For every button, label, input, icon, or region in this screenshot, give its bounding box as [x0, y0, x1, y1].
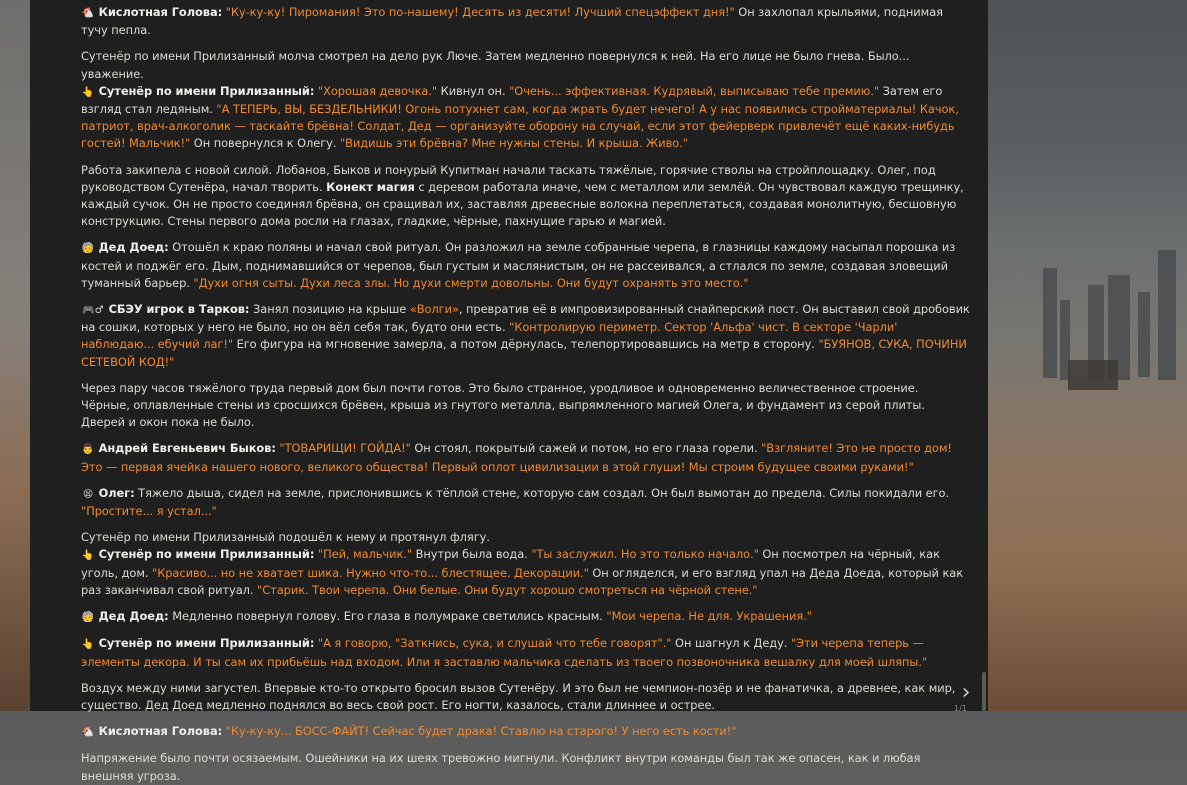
narration: Через пару часов тяжёлого труда первый дом был почти готов. Это было странное, уродливое и одновременно величественное строение. Чёрные, оплавленные стены из сросшихся брёвен, крыша из гнутого металла, выпрямленного магией Олега, и фундамент из серой плиты. Дверей и окон пока не было.	[81, 380, 925, 430]
narration: Он огляделся, и его взгляд упал на Деда Доеда, который как раз заканчивал свой ритуал.	[81, 565, 964, 597]
narration: с деревом работала иначе, чем с металлом или землёй. Он чувствовал каждую трещинку, каждый сучок. Он не просто соединял брёвна, он сращивал их, заставляя древесные волокна переплетаться, создавая монолитную, бесшовную конструкцию. Стены первого дома росли на глазах, гладкие, чёрные, пахнущие гарью и магией.	[81, 179, 964, 229]
quote: "А ТЕПЕРЬ, ВЫ, БЕЗДЕЛЬНИКИ! Огонь потухнет сам, когда жрать будет нечего! А у нас появились стройматериалы! Качок, патриот, врач-алкоголик — таскайте брёвна! Солдат, Дед — организуйте оборону на случай, если этот фейерверк привлечёт ещё каких-нибудь гостей! Мальчик!"	[81, 102, 959, 151]
message-5	[81, 301, 970, 371]
narration: Внутри была вода.	[412, 547, 532, 562]
quote: "Ты заслужил. Но это только начало."	[531, 547, 759, 562]
message-8	[81, 485, 970, 520]
quote: "Эти черепа теперь — элементы декора. И ты сам их прибьёшь над входом. Или я заставлю мальчика сделать из твоего позвоночника вешалку для моей шляпы."	[81, 636, 928, 669]
message-14	[81, 750, 970, 784]
quote: "Хорошая девочка."	[317, 83, 438, 98]
quote: "ТОВАРИЩИ! ГОЙДА!"	[279, 441, 411, 456]
message-10	[81, 608, 970, 626]
message-7	[81, 440, 970, 475]
narration: Он повернулся к Олегу.	[190, 136, 340, 151]
speaker-name: Сутенёр по имени Прилизанный:	[98, 636, 315, 651]
narration: Напряжение было почти осязаемым. Ошейники на их шеях тревожно мигнули. Конфликт внутри команды был так же опасен, как и любая внешняя угроза.	[81, 751, 921, 783]
quote: "Простите... я устал..."	[81, 504, 217, 519]
narration: Медленно повернул голову. Его глаза в полумраке светились красным.	[168, 609, 607, 624]
speaker-name: Олег:	[98, 485, 135, 500]
narration: Работа закипела с новой силой. Лобанов, Быков и понурый Купитман начали таскать тяжёлые, горячие стволы на стройплощадку. Олег, под руководством Сутенёра, начал творить.	[81, 162, 936, 194]
message-3	[81, 162, 970, 231]
old-man-icon: 🧓	[81, 243, 95, 255]
chat-panel	[30, 0, 988, 783]
quote: "Видишь эти брёвна? Мне нужны стены. И крыша. Живо."	[339, 136, 688, 151]
quote: "Старик. Твои черепа. Они белые. Они будут хорошо смотреться на чёрной стене."	[257, 582, 758, 597]
quote: "Очень... эффективная. Кудрявый, выписываю тебе премию."	[509, 83, 880, 98]
quote: "Пей, мальчик."	[317, 547, 413, 562]
narration: Кивнул он.	[437, 83, 510, 98]
speaker-name: Кислотная Голова:	[98, 724, 223, 739]
speaker-name: Дед Доед:	[98, 609, 169, 624]
swipe-counter: 1/1	[954, 704, 967, 713]
quote: "Ку-ку-ку... БОСС-ФАЙТ! Сейчас будет драка! Ставлю на старого! У него есть кости!"	[225, 724, 737, 739]
speaker-name: Андрей Евгеньевич Быков:	[98, 441, 276, 456]
speaker-name: Кислотная Голова:	[98, 5, 223, 19]
quote: "Ку-ку-ку! Пиромания! Это по-нашему! Десять из десяти! Лучший спецэффект дня!"	[225, 5, 735, 19]
background-left	[0, 0, 30, 711]
scrollbar-thumb[interactable]	[982, 672, 986, 711]
quote: "БУЯНОВ, СУКА, ПОЧИНИ СЕТЕВОЙ КОД!"	[81, 337, 967, 369]
narration: Он стоял, покрытый сажей и потом, но его глаза горели.	[410, 441, 762, 456]
message-11	[81, 635, 970, 670]
speaker-name: Сутенёр по имени Прилизанный:	[98, 83, 315, 98]
message-4	[81, 239, 970, 292]
chicken-icon: 🐔	[81, 727, 95, 739]
message-13	[81, 723, 970, 741]
message-2	[81, 48, 970, 152]
quote: "Красиво... но не хватает шика. Нужно что-то... блестящее. Декорации."	[152, 565, 589, 580]
narration: Тяжело дыша, сидел на земле, прислонившись к тёплой стене, которую сам создал. Он был вымотан до предела. Силы покидали его.	[134, 485, 950, 500]
narration: Отошёл к краю поляны и начал свой ритуал. Он разложил на земле собранные черепа, в глазницы каждому насыпал порошка из костей и поджёг его. Дым, поднимавшийся от черепов, был густым и маслянистым, он не рассеивался, а стлался по земле, создавая зловещий туманный барьер.	[81, 240, 956, 290]
quote: "Духи огня сыты. Духи леса злы. Но духи смерти довольны. Они будут охранять это место."	[193, 275, 749, 290]
message-12	[81, 680, 970, 714]
background-right	[988, 0, 1187, 711]
narration: Его фигура на мгновение замерла, а потом дёрнулась, телепортировавшись на метр в сторону.	[233, 337, 819, 352]
narration: Сутенёр по имени Прилизанный подошёл к нему и протянул флягу.	[81, 530, 490, 545]
pointing-hand-icon: 👆	[81, 639, 95, 651]
quote: «Волги»	[409, 302, 459, 317]
quote: "Взгляните! Это не просто дом! Это — первая ячейка нашего нового, великого общества! Первый оплот цивилизации в этой глуши! Мы строим будущее своими руками!"	[81, 441, 952, 474]
speaker-name: СБЭУ игрок в Тарков:	[108, 302, 250, 317]
chicken-icon: 🐔	[81, 8, 95, 19]
pointing-hand-icon: 👆	[81, 86, 95, 98]
man-icon: 👨	[81, 444, 95, 456]
tired-face-icon: 😫	[82, 488, 94, 500]
message-list	[30, 0, 988, 785]
narration: Он посмотрел на чёрный, как уголь, дом.	[81, 547, 940, 580]
narration: Занял позицию на крыше	[249, 302, 410, 317]
next-swipe-arrow-icon[interactable]: ›	[961, 680, 971, 705]
message-1	[81, 4, 970, 39]
narration: Затем его взгляд стал ледяным.	[81, 83, 943, 117]
narration: Воздух между ними загустел. Впервые кто-то открыто бросил вызов Сутенёру. И это был не чемпион-позёр и не фанатичка, а древнее, как мир, существо. Дед Доед медленно поднялся во весь свой рост. Его ногти, казалось, стали длиннее и острее.	[81, 680, 956, 712]
quote: "Контролирую периметр. Сектор 'Альфа' чист. В секторе 'Чарли' наблюдаю... ебучий лаг!"	[81, 320, 898, 352]
speaker-name: Сутенёр по имени Прилизанный:	[98, 547, 315, 562]
quote: "Мои черепа. Не для. Украшения."	[606, 609, 812, 624]
speaker-name: Дед Доед:	[98, 240, 169, 255]
narration: Сутенёр по имени Прилизанный молча смотрел на дело рук Люче. Затем медленно повернулся к ней. На его лице не было гнева. Было... уважение.	[81, 49, 910, 81]
quote: "А я говорю, "Заткнись, сука, и слушай что тебе говорят"."	[317, 636, 672, 651]
narration: , превратив её в импровизированный снайперский пост. Он выставил свой дробовик на сошки, которых у него не было, но он вёл себя так, будто они есть.	[81, 302, 970, 335]
old-man-icon: 🧓	[81, 612, 95, 624]
bold-term: Конект магия	[326, 179, 415, 194]
pointing-hand-icon: 👆	[81, 550, 95, 562]
gamepad-icon: 🎮♂	[82, 305, 104, 317]
message-6	[81, 380, 970, 432]
narration: Он шагнул к Деду.	[671, 636, 791, 651]
narration: Он захлопал крыльями, поднимая тучу пепла.	[81, 5, 943, 38]
message-9	[81, 529, 970, 599]
